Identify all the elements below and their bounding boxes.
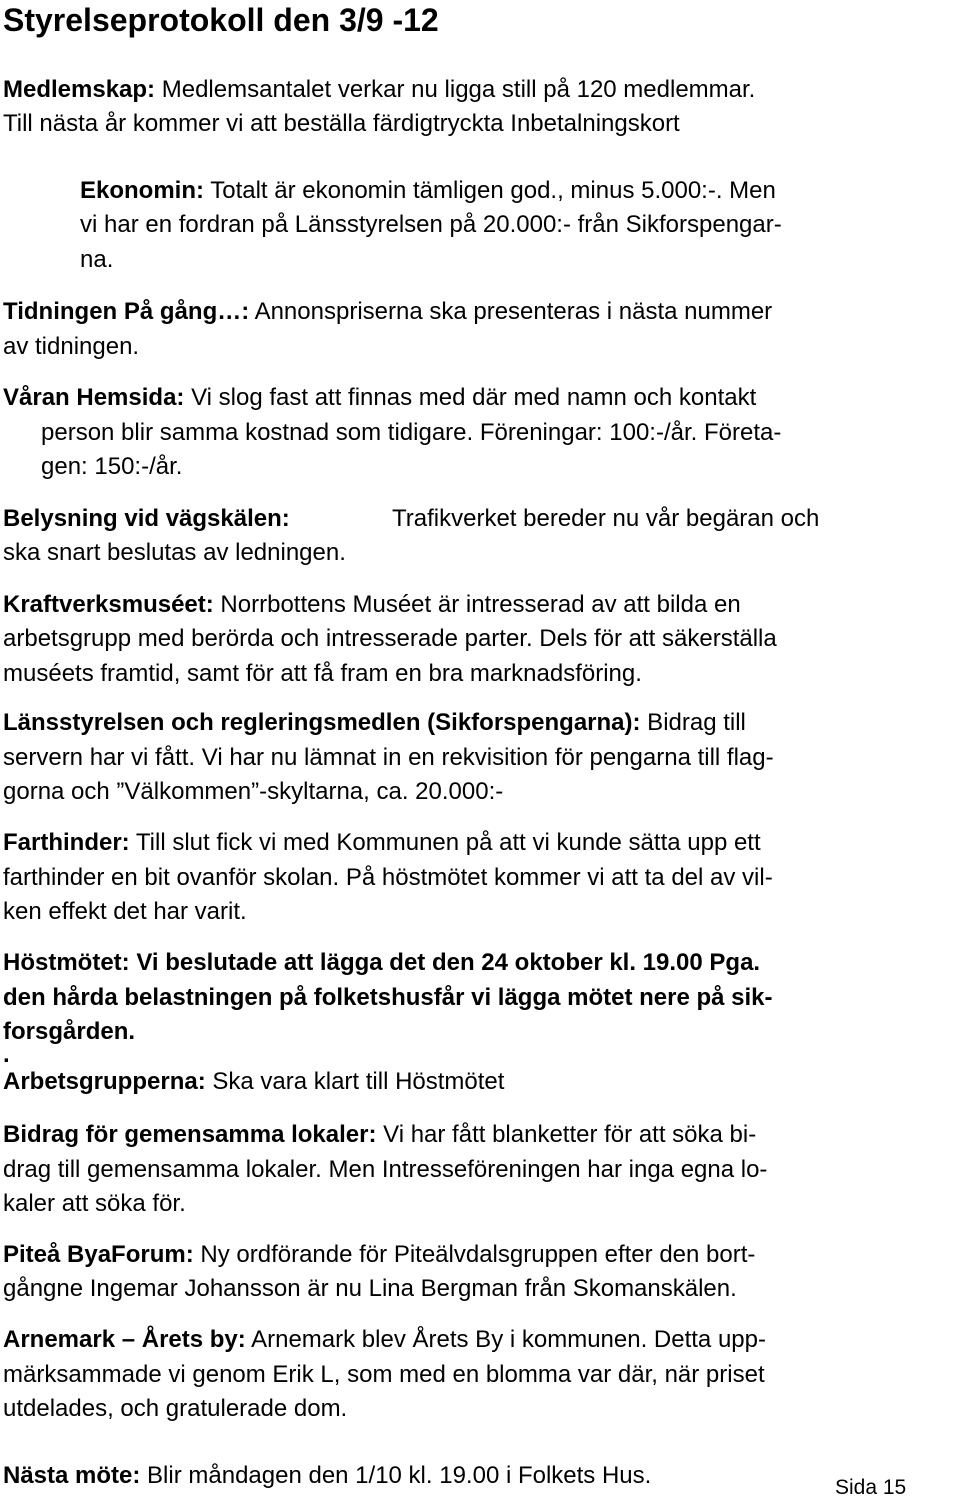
lansstyrelsen-line-2: servern har vi fått. Vi har nu lämnat in en rekvisition för pengarna till flag- [3, 744, 774, 771]
lansstyrelsen-line-1 [3, 708, 746, 738]
kraftverk-text-1: Norrbottens Muséet är intresserad av att bilda en [213, 591, 741, 618]
nasta-mote-line-1 [3, 1461, 651, 1491]
kraftverk-line-3: muséets framtid, samt för att få fram en bra marknadsföring. [3, 660, 642, 687]
ekonomi-line-1 [80, 176, 776, 206]
ekonomi-line-2: vi har en fordran på Länsstyrelsen på 20.000:- från Sikforspengar- [80, 211, 782, 238]
pitea-line-1 [3, 1240, 755, 1270]
ekonomi-line-3: na. [80, 246, 114, 273]
tidningen-line-1 [3, 297, 772, 327]
bidrag-line-3: kaler att söka för. [3, 1190, 186, 1217]
arnemark-line-2: märksammade vi genom Erik L, som med en blomma var där, när priset [3, 1361, 765, 1388]
lansstyrelsen-text-1: Bidrag till [640, 709, 746, 736]
farthinder-line-3: ken effekt det har varit. [3, 898, 247, 925]
arnemark-heading: Arnemark – Årets by: [3, 1326, 246, 1353]
belysning-heading [3, 504, 290, 534]
bidrag-line-2: drag till gemensamma lokaler. Men Intresseföreningen har inga egna lo- [3, 1156, 768, 1183]
separator-dot: . [3, 1041, 10, 1068]
farthinder-heading: Farthinder: [3, 829, 130, 856]
ekonomi-text-1: Totalt är ekonomin tämligen god., minus 5.000:-. Men [204, 177, 776, 204]
hostmotet-line-1: Höstmötet: Vi beslutade att lägga det den 24 oktober kl. 19.00 Pga. [3, 949, 761, 976]
arbetsgrupperna-heading: Arbetsgrupperna: [3, 1068, 206, 1095]
lansstyrelsen-heading: Länsstyrelsen och regleringsmedlen (Sikforspengarna): [3, 709, 641, 736]
kraftverk-line-1 [3, 590, 741, 620]
belysning-heading-text: Belysning vid vägskälen: [3, 505, 290, 532]
kraftverk-line-2: arbetsgrupp med berörda och intresserade parter. Dels för att säkerställa [3, 625, 777, 652]
tidningen-heading: Tidningen På gång…: [3, 298, 250, 325]
arnemark-line-1 [3, 1325, 766, 1355]
pitea-text-1: Ny ordförande för Piteälvdalsgruppen efter den bort- [193, 1241, 756, 1268]
farthinder-line-1 [3, 828, 761, 858]
nasta-mote-text-1: Blir måndagen den 1/10 kl. 19.00 i Folkets Hus. [140, 1462, 652, 1489]
belysning-line-2: ska snart beslutas av ledningen. [3, 539, 346, 566]
hostmotet-line-3: forsgården. [3, 1018, 136, 1045]
page-number: Sida 15 [835, 1476, 907, 1499]
hemsida-line-2: person blir samma kostnad som tidigare. Föreningar: 100:-/år. Företa- [41, 419, 782, 446]
hostmotet-line-2: den hårda belastningen på folketshusfår vi lägga mötet nere på sik- [3, 984, 773, 1011]
ekonomi-heading: Ekonomin: [80, 177, 204, 204]
tidningen-line-2: av tidningen. [3, 333, 140, 360]
medlemskap-text-1: Medlemsantalet verkar nu ligga still på 120 medlemmar. [155, 76, 756, 103]
nasta-mote-heading: Nästa möte: [3, 1462, 141, 1489]
medlemskap-line-1 [3, 75, 755, 105]
arnemark-text-1: Arnemark blev Årets By i kommunen. Detta upp- [245, 1326, 766, 1353]
bidrag-heading: Bidrag för gemensamma lokaler: [3, 1121, 377, 1148]
arbetsgrupperna-line-1 [3, 1067, 504, 1097]
farthinder-line-2: farthinder en bit ovanför skolan. På höstmötet kommer vi att ta del av vil- [3, 864, 773, 891]
kraftverk-heading: Kraftverksmuséet: [3, 591, 214, 618]
pitea-heading: Piteå ByaForum: [3, 1241, 194, 1268]
lansstyrelsen-line-3: gorna och ”Välkommen”-skyltarna, ca. 20.000:- [3, 778, 504, 805]
hemsida-line-3: gen: 150:-/år. [41, 453, 183, 480]
arbetsgrupperna-text-1: Ska vara klart till Höstmötet [205, 1068, 505, 1095]
hemsida-heading: Våran Hemsida: [3, 384, 185, 411]
pitea-line-2: gångne Ingemar Johansson är nu Lina Bergman från Skomanskälen. [3, 1275, 737, 1302]
hemsida-line-1 [3, 383, 756, 413]
bidrag-text-1: Vi har fått blanketter för att söka bi- [376, 1121, 757, 1148]
belysning-text-1: Trafikverket bereder nu vår begäran och [392, 505, 820, 532]
arnemark-line-3: utdelades, och gratulerade dom. [3, 1395, 348, 1422]
page-title: Styrelseprotokoll den 3/9 -12 [3, 2, 439, 38]
medlemskap-line-2: Till nästa år kommer vi att beställa färdigtryckta Inbetalningskort [3, 110, 680, 137]
hemsida-text-1: Vi slog fast att finnas med där med namn och kontakt [184, 384, 757, 411]
bidrag-line-1 [3, 1120, 756, 1150]
farthinder-text-1: Till slut fick vi med Kommunen på att vi kunde sätta upp ett [129, 829, 761, 856]
medlemskap-heading: Medlemskap: [3, 76, 156, 103]
tidningen-text-1: Annonspriserna ska presenteras i nästa nummer [249, 298, 773, 325]
